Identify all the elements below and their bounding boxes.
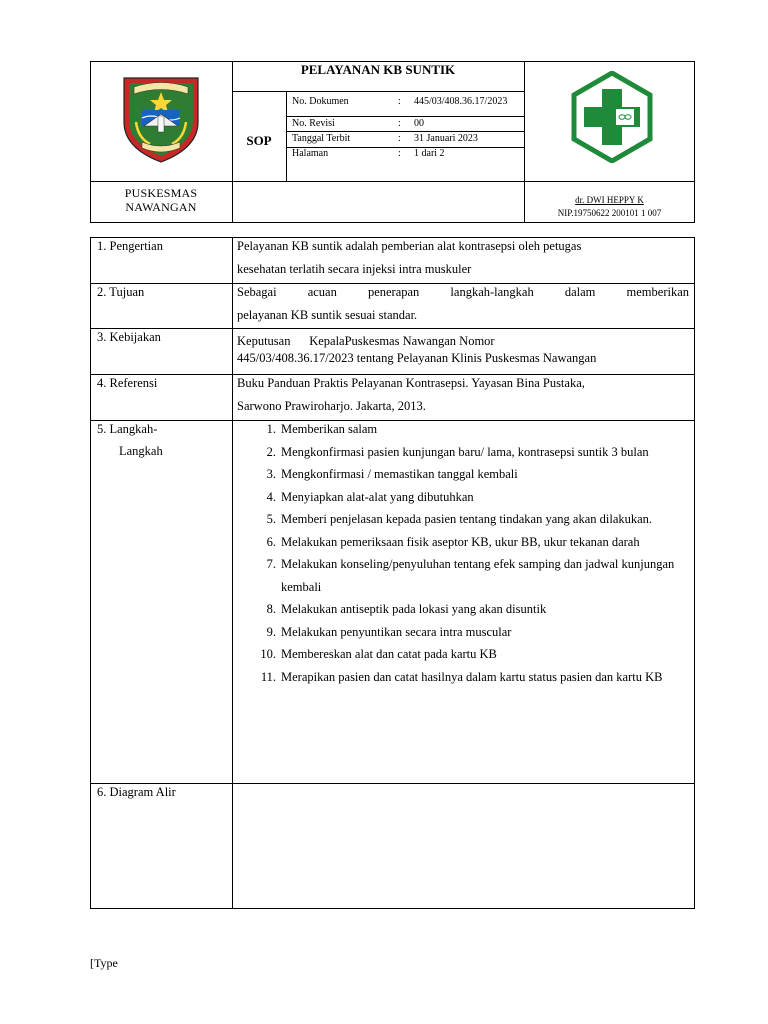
content-kebijakan <box>233 333 695 367</box>
step-number: 7. <box>266 557 276 571</box>
puskesmas-cross-icon <box>566 71 658 163</box>
step-number: 11. <box>260 669 276 684</box>
sop-label: SOP <box>246 133 272 148</box>
header-divider <box>286 91 287 181</box>
meta-row-issue-date <box>292 131 522 146</box>
footer-placeholder: [Type <box>90 956 118 970</box>
step-text: Menyiapkan alat-alat yang dibutuhkan <box>281 489 474 504</box>
document-meta <box>292 93 522 161</box>
list-item <box>233 463 695 486</box>
step-text: Melakukan antiseptik pada lokasi yang akan disuntik <box>281 602 547 616</box>
steps-list <box>233 418 695 688</box>
step-text: Melakukan konseling/penyuluhan tentang efek samping dan jadwal kunjungan kembali <box>281 557 675 594</box>
list-item <box>233 666 695 689</box>
content-line: Sebagai acuan penerapan langkah-langkah dalam memberikan <box>237 285 689 299</box>
meta-key: No. Dokumen <box>292 96 349 107</box>
step-number: 5. <box>266 512 276 526</box>
list-item <box>233 441 695 464</box>
step-text: Memberikan salam <box>281 422 378 436</box>
signatory-name: dr. DWI HEPPY K <box>575 195 644 205</box>
list-item <box>233 531 695 554</box>
document-title: PELAYANAN KB SUNTIK <box>300 62 456 77</box>
label-diagram-alir: 6. Diagram Alir <box>97 785 176 799</box>
step-number: 6. <box>266 534 276 549</box>
step-text: Memberi penjelasan kepada pasien tentang tindakan yang akan dilakukan. <box>281 512 653 526</box>
label-referensi: 4. Referensi <box>97 376 158 390</box>
meta-value: 00 <box>414 118 424 129</box>
content-line: 445/03/408.36.17/2023 tentang Pelayanan Klinis Puskesmas Nawangan <box>237 351 597 365</box>
meta-sep: : <box>398 118 401 129</box>
step-text: Merapikan pasien dan catat hasilnya dalam kartu status pasien dan kartu KB <box>281 669 663 684</box>
organization-name-line: NAWANGAN <box>125 200 197 214</box>
step-number: 3. <box>266 467 276 481</box>
list-item <box>233 643 695 666</box>
header-divider <box>232 91 524 92</box>
step-number: 4. <box>266 489 276 504</box>
meta-key: Tanggal Terbit <box>292 133 351 144</box>
step-number: 1. <box>266 422 276 436</box>
label-kebijakan: 3. Kebijakan <box>97 330 161 344</box>
step-text: Mengkonfirmasi pasien kunjungan baru/ lama, kontrasepsi suntik 3 bulan <box>281 444 649 459</box>
step-number: 9. <box>266 624 276 639</box>
content-line: Keputusan KepalaPuskesmas Nawangan Nomor <box>237 334 495 348</box>
organization-name <box>90 186 232 214</box>
meta-row-document-number <box>292 93 522 110</box>
content-tujuan <box>233 281 695 326</box>
meta-sep: : <box>398 148 401 159</box>
meta-key: No. Revisi <box>292 118 335 129</box>
meta-key: Halaman <box>292 148 329 159</box>
list-item <box>233 486 695 509</box>
label-tujuan: 2. Tujuan <box>97 285 145 299</box>
step-number: 2. <box>266 444 276 459</box>
step-number: 8. <box>266 602 276 616</box>
step-text: Mengkonfirmasi / memastikan tanggal kembali <box>281 467 518 481</box>
meta-value: 31 Januari 2023 <box>414 133 478 144</box>
content-line: kesehatan terlatih secara injeksi intra muskuler <box>237 261 472 276</box>
list-item <box>233 598 695 621</box>
list-item <box>233 418 695 441</box>
meta-row-revision <box>292 116 522 131</box>
step-number: 10. <box>260 647 276 661</box>
list-item <box>233 553 695 598</box>
label-pengertian: 1. Pengertian <box>97 239 163 253</box>
content-line: Buku Panduan Praktis Pelayanan Kontrasepsi. Yayasan Bina Pustaka, <box>237 376 585 390</box>
regional-emblem-icon <box>118 72 204 164</box>
meta-value: 1 dari 2 <box>414 148 445 159</box>
meta-sep: : <box>398 96 401 107</box>
signatory-nip: NIP.19750622 200101 1 007 <box>557 208 662 218</box>
list-item <box>233 508 695 531</box>
organization-name-line: PUSKESMAS <box>124 186 198 200</box>
meta-row-page <box>292 146 522 161</box>
meta-sep: : <box>398 133 401 144</box>
content-line: Sarwono Prawiroharjo. Jakarta, 2013. <box>237 398 426 413</box>
label-langkah <box>91 418 231 462</box>
content-pengertian <box>233 235 695 280</box>
label-line: 5. Langkah- <box>97 422 158 436</box>
list-item <box>233 621 695 644</box>
step-text: Melakukan pemeriksaan fisik aseptor KB, ukur BB, ukur tekanan darah <box>281 534 640 549</box>
content-line: pelayanan KB suntik sesuai standar. <box>237 307 418 322</box>
meta-value: 445/03/408.36.17/2023 <box>414 96 508 107</box>
header-divider <box>90 181 695 182</box>
label-line: Langkah <box>119 444 163 458</box>
step-text: Melakukan penyuntikan secara intra muscular <box>281 624 512 639</box>
step-text: Membereskan alat dan catat pada kartu KB <box>281 647 497 661</box>
diagram-area <box>233 784 694 908</box>
content-line: Pelayanan KB suntik adalah pemberian alat kontrasepsi oleh petugas <box>237 239 582 253</box>
content-referensi <box>233 372 695 417</box>
